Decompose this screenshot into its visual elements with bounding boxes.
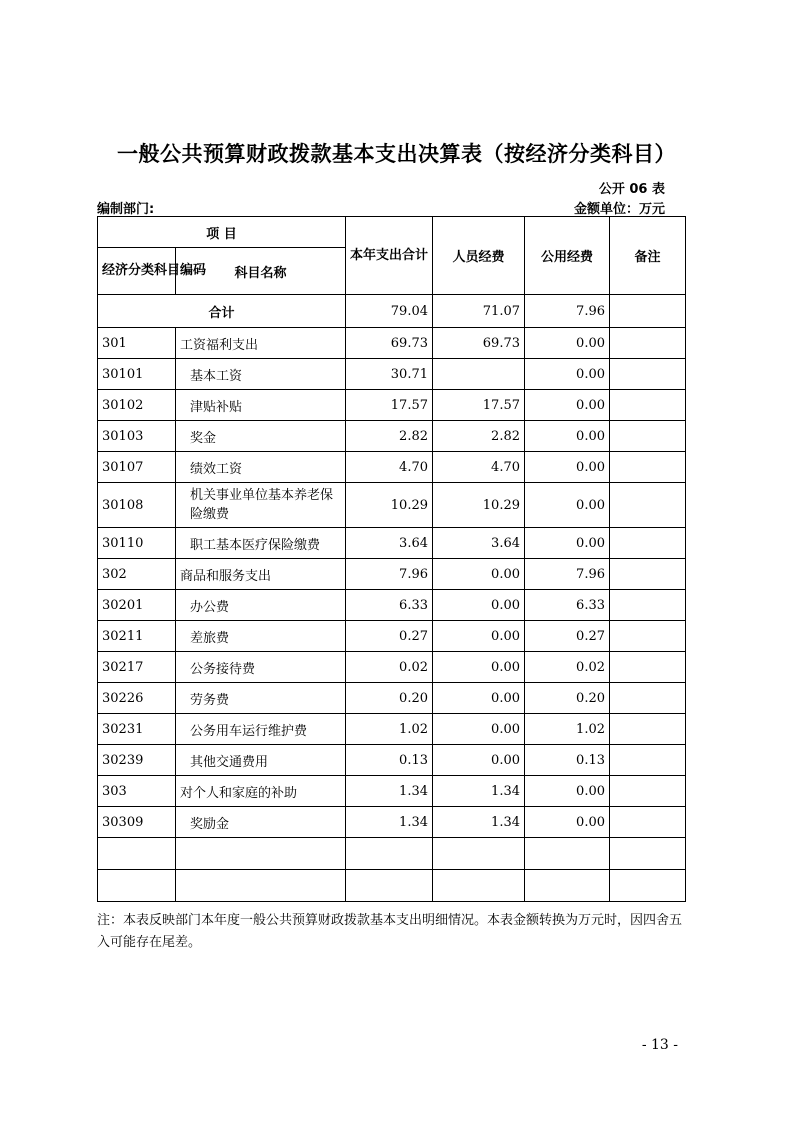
- row-personnel: 10.29: [433, 483, 525, 528]
- row-name: 其他交通费用: [176, 745, 346, 776]
- row-name: 差旅费: [176, 621, 346, 652]
- row-name: 机关事业单位基本养老保险缴费: [176, 483, 346, 528]
- row-total: 1.34: [346, 807, 433, 838]
- row-personnel: 0.00: [433, 714, 525, 745]
- empty-cell: [346, 838, 433, 870]
- table-row: [98, 590, 686, 621]
- empty-row: [98, 838, 686, 870]
- table-row: [98, 652, 686, 683]
- row-personnel: 4.70: [433, 452, 525, 483]
- header-project: 项 目: [98, 217, 346, 248]
- row-personnel: 1.34: [433, 776, 525, 807]
- row-code: 30101: [98, 359, 176, 390]
- row-remarks: [610, 683, 686, 714]
- row-remarks: [610, 745, 686, 776]
- row-code: 30107: [98, 452, 176, 483]
- empty-cell: [98, 838, 176, 870]
- row-remarks: [610, 652, 686, 683]
- row-code: 30239: [98, 745, 176, 776]
- row-code: 30211: [98, 621, 176, 652]
- row-remarks: [610, 590, 686, 621]
- row-total: 1.34: [346, 776, 433, 807]
- row-code: 30102: [98, 390, 176, 421]
- row-code: 30103: [98, 421, 176, 452]
- empty-cell: [98, 870, 176, 902]
- row-personnel: 0.00: [433, 745, 525, 776]
- row-personnel: 17.57: [433, 390, 525, 421]
- table-row: [98, 390, 686, 421]
- row-public: 7.96: [525, 559, 610, 590]
- row-code: 30231: [98, 714, 176, 745]
- row-remarks: [610, 483, 686, 528]
- empty-cell: [433, 870, 525, 902]
- row-total: 2.82: [346, 421, 433, 452]
- row-public: 0.13: [525, 745, 610, 776]
- row-remarks: [610, 714, 686, 745]
- row-code: 30309: [98, 807, 176, 838]
- row-code: 30226: [98, 683, 176, 714]
- row-name: 奖金: [176, 421, 346, 452]
- empty-cell: [610, 870, 686, 902]
- row-name: 办公费: [176, 590, 346, 621]
- row-name: 职工基本医疗保险缴费: [176, 528, 346, 559]
- table-row: [98, 621, 686, 652]
- row-code: 30201: [98, 590, 176, 621]
- row-personnel: 69.73: [433, 328, 525, 359]
- row-total: 6.33: [346, 590, 433, 621]
- table-row: [98, 807, 686, 838]
- row-name: 津贴补贴: [176, 390, 346, 421]
- row-total: 0.20: [346, 683, 433, 714]
- total-personnel: 71.07: [433, 295, 525, 328]
- form-number: 公开 06 表: [598, 182, 665, 197]
- header-personnel: 人员经费: [433, 217, 525, 295]
- row-code: 301: [98, 328, 176, 359]
- table-row: [98, 421, 686, 452]
- table-row: [98, 776, 686, 807]
- row-code: 30217: [98, 652, 176, 683]
- row-total: 0.02: [346, 652, 433, 683]
- row-name: 基本工资: [176, 359, 346, 390]
- row-name: 绩效工资: [176, 452, 346, 483]
- row-public: 1.02: [525, 714, 610, 745]
- row-code: 303: [98, 776, 176, 807]
- row-name: 公务用车运行维护费: [176, 714, 346, 745]
- row-name: 对个人和家庭的补助: [176, 776, 346, 807]
- row-public: 0.27: [525, 621, 610, 652]
- header-econ-code: 经济分类科目编码: [98, 248, 176, 295]
- empty-cell: [433, 838, 525, 870]
- row-personnel: 0.00: [433, 590, 525, 621]
- row-public: 0.00: [525, 328, 610, 359]
- row-total: 1.02: [346, 714, 433, 745]
- header-remarks: 备注: [610, 217, 686, 295]
- row-remarks: [610, 421, 686, 452]
- row-total: 69.73: [346, 328, 433, 359]
- row-public: 0.00: [525, 807, 610, 838]
- empty-cell: [525, 838, 610, 870]
- total-public: 7.96: [525, 295, 610, 328]
- department-label: 编制部门:: [97, 202, 155, 217]
- row-name: 商品和服务支出: [176, 559, 346, 590]
- total-label: 合计: [98, 295, 346, 328]
- row-remarks: [610, 359, 686, 390]
- row-remarks: [610, 328, 686, 359]
- row-personnel: 0.00: [433, 683, 525, 714]
- row-total: 4.70: [346, 452, 433, 483]
- row-public: 0.00: [525, 483, 610, 528]
- row-personnel: 0.00: [433, 559, 525, 590]
- table-row: [98, 452, 686, 483]
- empty-row: [98, 870, 686, 902]
- row-public: 0.00: [525, 390, 610, 421]
- table-row: [98, 483, 686, 528]
- row-personnel: 3.64: [433, 528, 525, 559]
- row-public: 0.00: [525, 359, 610, 390]
- row-remarks: [610, 807, 686, 838]
- table-row: [98, 359, 686, 390]
- empty-cell: [176, 838, 346, 870]
- table-row: [98, 745, 686, 776]
- row-public: 0.00: [525, 421, 610, 452]
- total-row: [98, 295, 686, 328]
- row-public: 0.20: [525, 683, 610, 714]
- empty-cell: [176, 870, 346, 902]
- table-row: [98, 683, 686, 714]
- table-row: [98, 528, 686, 559]
- row-remarks: [610, 390, 686, 421]
- row-personnel: 1.34: [433, 807, 525, 838]
- row-code: 30110: [98, 528, 176, 559]
- row-name: 劳务费: [176, 683, 346, 714]
- row-total: 3.64: [346, 528, 433, 559]
- row-personnel: [433, 359, 525, 390]
- row-public: 0.00: [525, 452, 610, 483]
- row-remarks: [610, 621, 686, 652]
- row-public: 0.02: [525, 652, 610, 683]
- table-note: 注：本表反映部门本年度一般公共预算财政拨款基本支出明细情况。本表金额转换为万元时，因四舍五入可能存在尾差。: [97, 913, 683, 950]
- header-total: 本年支出合计: [346, 217, 433, 295]
- row-public: 6.33: [525, 590, 610, 621]
- row-remarks: [610, 452, 686, 483]
- row-personnel: 0.00: [433, 652, 525, 683]
- empty-cell: [610, 838, 686, 870]
- row-name: 奖励金: [176, 807, 346, 838]
- row-total: 0.13: [346, 745, 433, 776]
- row-public: 0.00: [525, 528, 610, 559]
- expenditure-table: [97, 216, 686, 902]
- empty-cell: [346, 870, 433, 902]
- empty-cell: [525, 870, 610, 902]
- row-remarks: [610, 528, 686, 559]
- header-public: 公用经费: [525, 217, 610, 295]
- row-remarks: [610, 776, 686, 807]
- row-code: 30108: [98, 483, 176, 528]
- row-total: 17.57: [346, 390, 433, 421]
- row-remarks: [610, 559, 686, 590]
- table-row: [98, 714, 686, 745]
- page-title: 一般公共预算财政拨款基本支出决算表（按经济分类科目）: [117, 142, 676, 166]
- row-total: 7.96: [346, 559, 433, 590]
- row-code: 302: [98, 559, 176, 590]
- row-total: 0.27: [346, 621, 433, 652]
- header-subject-name: 科目名称: [176, 248, 346, 295]
- unit-label: 金额单位：万元: [573, 202, 665, 217]
- table-row: [98, 559, 686, 590]
- row-personnel: 2.82: [433, 421, 525, 452]
- total-amount: 79.04: [346, 295, 433, 328]
- row-total: 10.29: [346, 483, 433, 528]
- total-remarks: [610, 295, 686, 328]
- row-name: 公务接待费: [176, 652, 346, 683]
- row-total: 30.71: [346, 359, 433, 390]
- row-personnel: 0.00: [433, 621, 525, 652]
- row-name: 工资福利支出: [176, 328, 346, 359]
- page-number: - 13 -: [641, 1037, 678, 1053]
- table-row: [98, 328, 686, 359]
- row-public: 0.00: [525, 776, 610, 807]
